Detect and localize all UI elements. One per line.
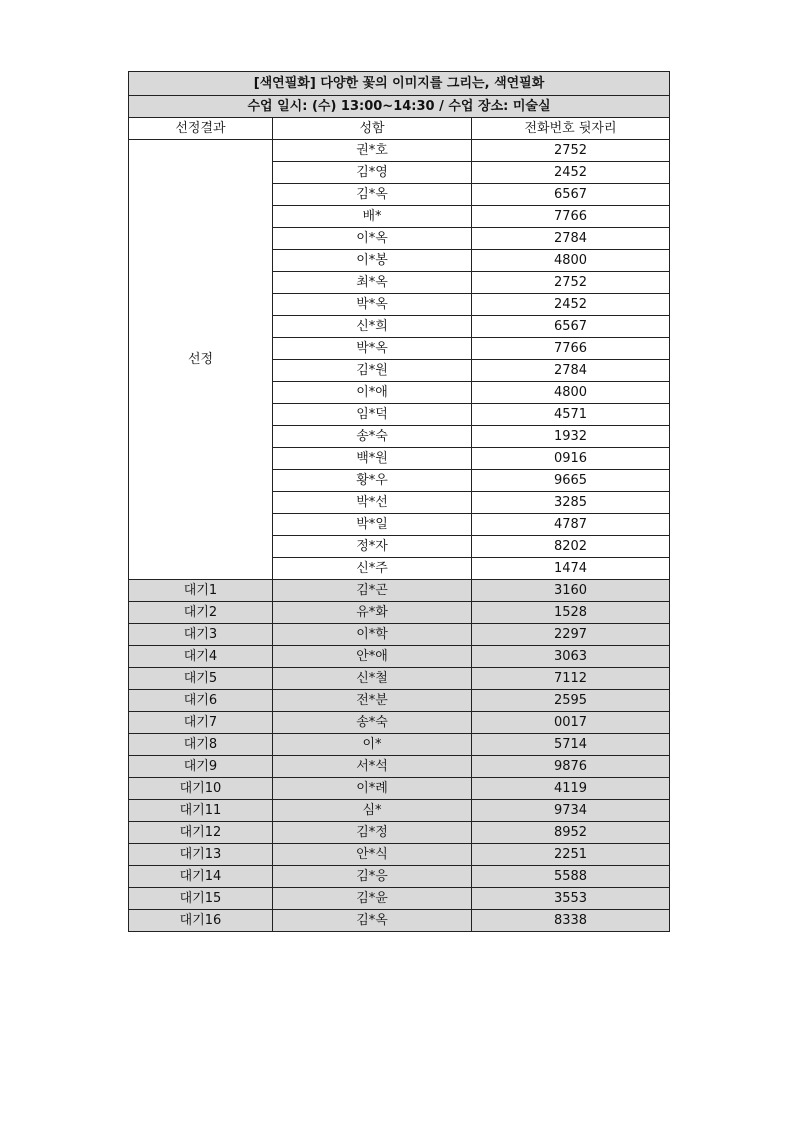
participant-name: 신*주 bbox=[273, 558, 472, 580]
table-title: [색연필화] 다양한 꽃의 이미지를 그리는, 색연필화 bbox=[129, 72, 670, 96]
waiting-status: 대기16 bbox=[129, 910, 273, 932]
waiting-row bbox=[129, 646, 670, 668]
phone-last-digits: 3553 bbox=[472, 888, 670, 910]
participant-name: 김*정 bbox=[273, 822, 472, 844]
header-name: 성함 bbox=[273, 118, 472, 140]
waiting-status: 대기7 bbox=[129, 712, 273, 734]
status-selected: 선정 bbox=[129, 140, 273, 580]
waiting-row bbox=[129, 800, 670, 822]
phone-last-digits: 5588 bbox=[472, 866, 670, 888]
waiting-row bbox=[129, 668, 670, 690]
participant-name: 안*식 bbox=[273, 844, 472, 866]
phone-last-digits: 2784 bbox=[472, 228, 670, 250]
waiting-status: 대기14 bbox=[129, 866, 273, 888]
waiting-status: 대기11 bbox=[129, 800, 273, 822]
participant-name: 김*윤 bbox=[273, 888, 472, 910]
phone-last-digits: 8202 bbox=[472, 536, 670, 558]
phone-last-digits: 0916 bbox=[472, 448, 670, 470]
participant-name: 김*옥 bbox=[273, 910, 472, 932]
waiting-row bbox=[129, 580, 670, 602]
waiting-row bbox=[129, 756, 670, 778]
header-phone: 전화번호 뒷자리 bbox=[472, 118, 670, 140]
title-row bbox=[129, 72, 670, 96]
phone-last-digits: 4800 bbox=[472, 250, 670, 272]
phone-last-digits: 9665 bbox=[472, 470, 670, 492]
participant-name: 이*학 bbox=[273, 624, 472, 646]
phone-last-digits: 7112 bbox=[472, 668, 670, 690]
phone-last-digits: 7766 bbox=[472, 338, 670, 360]
phone-last-digits: 2297 bbox=[472, 624, 670, 646]
waiting-status: 대기3 bbox=[129, 624, 273, 646]
participant-name: 최*옥 bbox=[273, 272, 472, 294]
phone-last-digits: 6567 bbox=[472, 316, 670, 338]
phone-last-digits: 1474 bbox=[472, 558, 670, 580]
phone-last-digits: 3285 bbox=[472, 492, 670, 514]
waiting-row bbox=[129, 888, 670, 910]
waiting-row bbox=[129, 712, 670, 734]
waiting-status: 대기9 bbox=[129, 756, 273, 778]
phone-last-digits: 2452 bbox=[472, 162, 670, 184]
waiting-status: 대기15 bbox=[129, 888, 273, 910]
phone-last-digits: 7766 bbox=[472, 206, 670, 228]
phone-last-digits: 1528 bbox=[472, 602, 670, 624]
participant-name: 이*례 bbox=[273, 778, 472, 800]
participant-name: 송*숙 bbox=[273, 426, 472, 448]
participant-name: 유*화 bbox=[273, 602, 472, 624]
participant-name: 전*분 bbox=[273, 690, 472, 712]
phone-last-digits: 5714 bbox=[472, 734, 670, 756]
waiting-status: 대기2 bbox=[129, 602, 273, 624]
phone-last-digits: 3160 bbox=[472, 580, 670, 602]
waiting-row bbox=[129, 778, 670, 800]
class-schedule: 수업 일시: (수) 13:00~14:30 / 수업 장소: 미술실 bbox=[129, 96, 670, 118]
phone-last-digits: 2251 bbox=[472, 844, 670, 866]
waiting-status: 대기1 bbox=[129, 580, 273, 602]
header-status: 선정결과 bbox=[129, 118, 273, 140]
phone-last-digits: 2452 bbox=[472, 294, 670, 316]
phone-last-digits: 9876 bbox=[472, 756, 670, 778]
participant-name: 배* bbox=[273, 206, 472, 228]
participant-name: 황*우 bbox=[273, 470, 472, 492]
selection-results-table bbox=[128, 71, 670, 932]
waiting-status: 대기4 bbox=[129, 646, 273, 668]
participant-name: 김*원 bbox=[273, 360, 472, 382]
participant-name: 박*옥 bbox=[273, 294, 472, 316]
header-row bbox=[129, 118, 670, 140]
participant-name: 이*봉 bbox=[273, 250, 472, 272]
phone-last-digits: 8338 bbox=[472, 910, 670, 932]
waiting-status: 대기13 bbox=[129, 844, 273, 866]
participant-name: 송*숙 bbox=[273, 712, 472, 734]
phone-last-digits: 0017 bbox=[472, 712, 670, 734]
participant-name: 김*응 bbox=[273, 866, 472, 888]
phone-last-digits: 4571 bbox=[472, 404, 670, 426]
waiting-row bbox=[129, 734, 670, 756]
participant-name: 신*철 bbox=[273, 668, 472, 690]
waiting-row bbox=[129, 822, 670, 844]
phone-last-digits: 1932 bbox=[472, 426, 670, 448]
waiting-status: 대기6 bbox=[129, 690, 273, 712]
participant-name: 박*선 bbox=[273, 492, 472, 514]
participant-name: 백*원 bbox=[273, 448, 472, 470]
phone-last-digits: 8952 bbox=[472, 822, 670, 844]
phone-last-digits: 2752 bbox=[472, 272, 670, 294]
participant-name: 박*옥 bbox=[273, 338, 472, 360]
participant-name: 이*애 bbox=[273, 382, 472, 404]
waiting-status: 대기5 bbox=[129, 668, 273, 690]
participant-name: 임*덕 bbox=[273, 404, 472, 426]
participant-name: 박*일 bbox=[273, 514, 472, 536]
waiting-status: 대기10 bbox=[129, 778, 273, 800]
selected-row bbox=[129, 140, 670, 162]
phone-last-digits: 2784 bbox=[472, 360, 670, 382]
phone-last-digits: 2752 bbox=[472, 140, 670, 162]
phone-last-digits: 9734 bbox=[472, 800, 670, 822]
participant-name: 신*희 bbox=[273, 316, 472, 338]
phone-last-digits: 4119 bbox=[472, 778, 670, 800]
participant-name: 김*영 bbox=[273, 162, 472, 184]
waiting-row bbox=[129, 624, 670, 646]
waiting-row bbox=[129, 690, 670, 712]
phone-last-digits: 4800 bbox=[472, 382, 670, 404]
participant-name: 권*호 bbox=[273, 140, 472, 162]
phone-last-digits: 2595 bbox=[472, 690, 670, 712]
participant-name: 안*애 bbox=[273, 646, 472, 668]
waiting-row bbox=[129, 910, 670, 932]
phone-last-digits: 6567 bbox=[472, 184, 670, 206]
participant-name: 김*옥 bbox=[273, 184, 472, 206]
waiting-status: 대기8 bbox=[129, 734, 273, 756]
waiting-row bbox=[129, 866, 670, 888]
participant-name: 심* bbox=[273, 800, 472, 822]
waiting-row bbox=[129, 602, 670, 624]
participant-name: 이* bbox=[273, 734, 472, 756]
waiting-row bbox=[129, 844, 670, 866]
participant-name: 이*옥 bbox=[273, 228, 472, 250]
phone-last-digits: 4787 bbox=[472, 514, 670, 536]
phone-last-digits: 3063 bbox=[472, 646, 670, 668]
subtitle-row bbox=[129, 96, 670, 118]
participant-name: 서*석 bbox=[273, 756, 472, 778]
waiting-status: 대기12 bbox=[129, 822, 273, 844]
participant-name: 정*자 bbox=[273, 536, 472, 558]
participant-name: 김*곤 bbox=[273, 580, 472, 602]
